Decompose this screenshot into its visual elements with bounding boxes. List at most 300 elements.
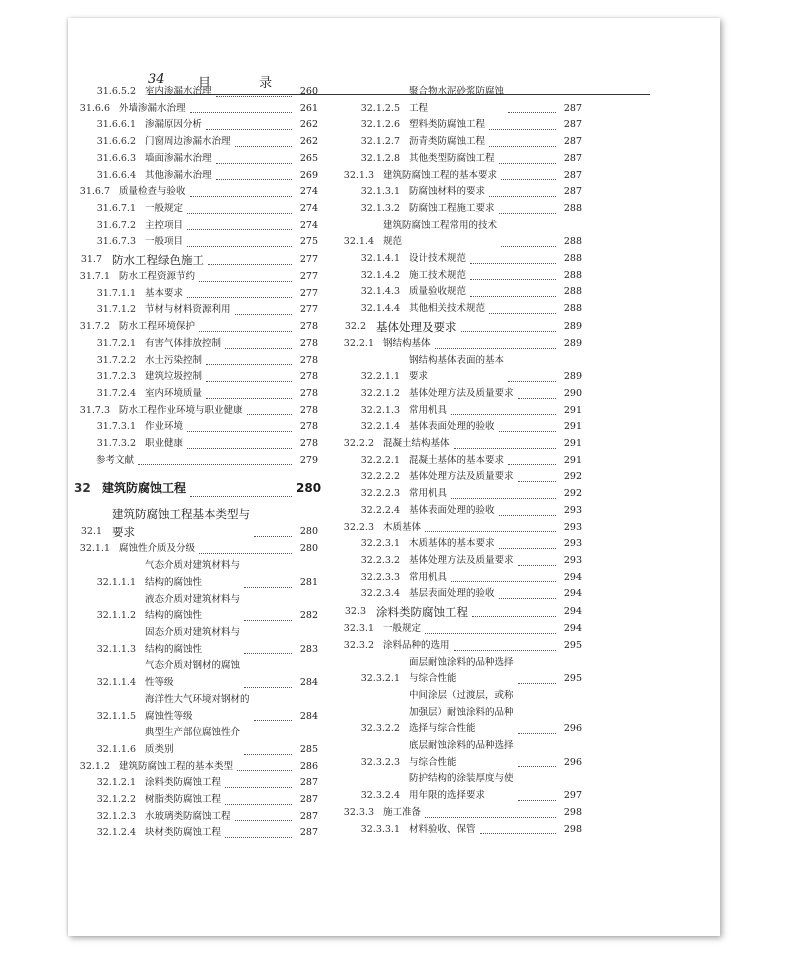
toc-entry [74,725,318,758]
leader-dots [254,536,292,537]
entry-title-line: 加强层）耐蚀涂料的品种 [409,706,514,718]
toc-entry [74,319,318,336]
toc-entry [74,369,318,386]
leader-dots [499,515,556,516]
entry-title [383,336,431,353]
page-ref: 294 [563,606,582,618]
leader-dots [499,598,556,599]
entry-title-line: 沥青类防腐蚀工程 [409,136,486,148]
entry-title-line: 建筑垃圾控制 [145,371,203,383]
entry-title [119,541,195,558]
entry-title-block [400,553,560,570]
entry-title [145,218,183,235]
entry-title [409,84,504,117]
toc-entry [74,386,318,403]
entry-title-block [400,284,560,301]
entry-title-line: 规范 [383,236,403,248]
section-number: 31.6.6.2 [96,136,136,148]
entry-title-line: 与综合性能 [409,673,457,685]
entry-title-line: 塑料类防腐蚀工程 [409,119,486,131]
page-ref: 298 [563,806,582,818]
entry-title [409,738,514,771]
leader-dots [501,179,556,180]
page-ref: 287 [563,186,582,198]
page-ref: 293 [563,504,582,516]
running-title: 目 录 [198,76,295,91]
entry-title [145,201,183,218]
entry-title-line: 防水工程绿色施工 [112,253,204,268]
entry-title-line: 施工准备 [383,806,422,818]
entry-title [383,638,450,655]
toc-entry [338,453,582,470]
entry-title-block [136,353,296,370]
entry-title [409,134,485,151]
entry-title-block [136,151,296,168]
entry-title-line: 防腐蚀材料的要求 [409,186,486,198]
entry-title [145,658,240,691]
entry-title-line: 木质基体 [383,521,422,533]
entry-title-line: 常用机具 [409,488,448,500]
entry-title [409,822,476,839]
toc-entry [74,201,318,218]
entry-title-line: 水土污染控制 [145,354,203,366]
leader-dots [518,398,556,399]
toc-entry [74,775,318,792]
leader-dots [225,348,292,349]
page-ref: 281 [299,576,318,588]
section-number: 32.1.2.1 [96,777,136,789]
page-ref: 294 [563,623,582,635]
entry-title [409,301,485,318]
leader-dots [470,263,556,264]
entry-title-line: 要求 [112,525,135,540]
section-number: 31.7.2.4 [96,387,136,399]
page-ref: 269 [299,169,318,181]
entry-title-block [136,792,296,809]
entry-title [383,621,421,638]
toc-entry [338,553,582,570]
leader-dots [206,129,292,130]
leader-dots [454,448,556,449]
page-ref: 287 [563,169,582,181]
section-number: 31.6.7.1 [96,202,136,214]
entry-title-block [400,301,560,318]
entry-title-block [374,638,560,655]
entry-title-block [400,453,560,470]
entry-title-line: 建筑防腐蚀工程基本类型与 [112,507,250,522]
section-number: 31.7.2 [79,321,110,333]
entry-title-line: 选择与综合性能 [409,723,476,735]
toc-entry [338,655,582,688]
toc-entry [74,403,318,420]
section-number: 32.1.4.2 [360,269,400,281]
entry-title-line: 职业健康 [145,438,184,450]
entry-title [409,403,447,420]
entry-title-block [110,269,296,286]
toc-entry [338,738,582,771]
section-number: 32.1.2 [79,760,110,772]
section-number: 32.1 [80,526,102,538]
entry-title-line: 防腐蚀工程施工要求 [409,202,495,214]
entry-title-line: 墙面渗漏水治理 [145,152,212,164]
entry-title-line: 防水工程资源节约 [119,271,196,283]
leader-dots [190,112,292,113]
entry-title-line: 典型生产部位腐蚀性介 [145,727,241,739]
leader-dots [216,163,292,164]
page-ref: 294 [563,571,582,583]
entry-title [409,353,504,386]
entry-title [145,692,250,725]
section-number: 32.2.3.4 [360,588,400,600]
toc-entry [74,184,318,201]
entry-title-line: 建筑防腐蚀工程常用的技术 [383,219,498,231]
toc-entry [74,475,322,501]
toc-entry [74,558,318,591]
entry-title-line: 门窗周边渗漏水治理 [145,136,231,148]
page-ref: 296 [563,756,582,768]
section-number: 31.7.2.1 [96,337,136,349]
toc-entry [74,692,318,725]
leader-dots [470,296,556,297]
entry-title-block [136,725,296,758]
page-ref: 278 [299,354,318,366]
page-ref: 288 [563,286,582,298]
entry-title [145,353,202,370]
entry-title-block [110,541,296,558]
section-number: 31.7.3.2 [96,438,136,450]
page-ref: 287 [299,777,318,789]
entry-title-line: 腐蚀性等级 [145,710,193,722]
section-number: 31.6.7 [79,186,110,198]
entry-title [383,218,497,251]
section-number: 32.2.1 [343,337,374,349]
entry-title-line: 要求 [409,371,429,383]
toc-entry [338,84,582,117]
entry-title-block [366,603,560,621]
entry-title [409,268,466,285]
entry-title-block [400,184,560,201]
page-ref: 298 [563,823,582,835]
section-number: 32.2.1.3 [360,404,400,416]
section-number: 32.1.1.1 [96,576,136,588]
toc-entry [74,658,318,691]
entry-title-line: 结构的腐蚀性 [145,576,203,588]
toc-entry [338,117,582,134]
entry-title-line: 钢结构基体 [383,337,431,349]
toc-left-column [74,84,322,842]
section-number: 31.6.7.3 [96,236,136,248]
entry-title-line: 固态介质对建筑材料与 [145,626,241,638]
entry-title-line: 外墙渗漏水治理 [119,102,186,114]
entry-title-line: 室内环境质量 [145,387,203,399]
section-number: 32.2.3.2 [360,554,400,566]
leader-dots [199,331,292,332]
entry-title-block [110,403,296,420]
page-ref: 291 [563,404,582,416]
toc-entry [74,436,318,453]
leader-dots [499,213,556,214]
page-ref: 291 [563,438,582,450]
toc-entry [338,353,582,386]
leader-dots [244,620,292,621]
entry-title-line: 渗漏原因分析 [145,119,203,131]
leader-dots [216,96,292,97]
leader-dots [187,229,292,230]
page-ref: 288 [563,269,582,281]
toc-entry [74,419,318,436]
entry-title-line: 一般项目 [145,236,184,248]
section-number: 32.1.1.5 [96,710,136,722]
toc-entry [74,336,318,353]
entry-title [145,592,240,625]
page-ref: 274 [299,219,318,231]
entry-title [409,251,466,268]
page-ref: 278 [299,404,318,416]
page-ref: 287 [563,119,582,131]
page-ref: 287 [563,136,582,148]
entry-title-block [136,234,296,251]
toc-entry [74,625,318,658]
leader-dots [508,464,556,465]
entry-title-line: 与综合性能 [409,756,457,768]
entry-title-line: 建筑防腐蚀工程 [102,481,187,496]
entry-title [119,759,233,776]
section-number: 32.1.3.1 [360,186,400,198]
section-number: 32.1.4.3 [360,286,400,298]
leader-dots [451,414,556,415]
leader-dots [425,633,556,634]
entry-title-line: 建筑防腐蚀工程的基本类型 [119,760,234,772]
leader-dots [451,498,556,499]
entry-title-block [136,625,296,658]
page-ref: 265 [299,152,318,164]
section-number: 32.2.2.2 [360,471,400,483]
entry-title-block [400,353,560,386]
entry-title-block [400,386,560,403]
entry-title-line: 水玻璃类防腐蚀工程 [145,810,231,822]
section-number: 32.2.2.1 [360,454,400,466]
entry-title-line: 结构的腐蚀性 [145,643,203,655]
entry-title [145,809,231,826]
entry-title-block [136,775,296,792]
leader-dots [235,820,292,821]
entry-title-line: 其他相关技术规范 [409,303,486,315]
page-ref: 275 [299,236,318,248]
leader-dots [199,553,292,554]
entry-title-line: 腐蚀性介质及分级 [119,543,196,555]
page-ref: 289 [563,371,582,383]
entry-title [145,234,183,251]
entry-title-block [374,520,560,537]
entry-title [409,536,495,553]
section-number: 31.6.6.1 [96,119,136,131]
page-ref: 295 [563,673,582,685]
toc-entry [74,134,318,151]
entry-title [119,403,243,420]
entry-title-block [96,453,296,470]
entry-title-block [366,318,560,336]
section-number: 32.1.1 [79,543,110,555]
entry-title-line: 钢结构基体表面的基本 [409,354,505,366]
toc-entry [74,168,318,185]
entry-title [409,570,447,587]
entry-title-block [400,151,560,168]
entry-title-block [136,302,296,319]
entry-title-block [136,436,296,453]
toc-entry [338,586,582,603]
entry-title [119,269,195,286]
entry-title-line: 基体处理及要求 [376,319,457,334]
entry-title-line: 性等级 [145,677,174,689]
entry-title [376,318,457,336]
leader-dots [518,733,556,734]
page-ref: 283 [299,643,318,655]
page-ref: 293 [563,521,582,533]
leader-dots [225,804,292,805]
entry-title [145,825,221,842]
leader-dots [499,548,556,549]
section-number: 32.3.1 [343,623,374,635]
page-number: 34 [148,72,165,87]
section-number: 32.1.1.2 [96,610,136,622]
toc-entry [338,469,582,486]
entry-title-line: 基体处理方法及质量要求 [409,554,514,566]
entry-title-block [136,825,296,842]
page-ref: 278 [299,438,318,450]
leader-dots [187,431,292,432]
section-number: 32.3 [344,606,366,618]
page-ref: 277 [299,254,318,266]
entry-title-block [400,251,560,268]
section-number: 32.1.2.2 [96,794,136,806]
section-number: 32.2.3 [343,521,374,533]
toc-entry [338,134,582,151]
entry-title-block [136,336,296,353]
leader-dots [489,146,556,147]
entry-title-block [102,505,296,541]
toc-entry [74,151,318,168]
leader-dots [187,246,292,247]
section-number: 32.1.2.7 [360,136,400,148]
leader-dots [247,414,292,415]
leader-dots [138,464,292,465]
section-number: 32.3.2 [343,639,374,651]
entry-title-line: 面层耐蚀涂料的品种选择 [409,656,514,668]
toc-right-column [338,84,582,838]
entry-title [409,184,485,201]
leader-dots [206,398,292,399]
section-number: 32.1.2.6 [360,119,400,131]
section-number: 32.1.4.4 [360,303,400,315]
page-ref: 280 [299,526,318,538]
page-ref: 288 [563,202,582,214]
entry-title-block [400,84,560,117]
section-number: 32.1.2.8 [360,152,400,164]
leader-dots [451,581,556,582]
entry-title-line: 其他渗漏水治理 [145,169,212,181]
entry-title-block [400,419,560,436]
entry-title [383,520,421,537]
section-number: 31.7.2.3 [96,371,136,383]
page-ref: 286 [299,760,318,772]
toc-entry [338,268,582,285]
section-number: 32.3.3 [343,806,374,818]
entry-title [145,419,183,436]
page-ref: 280 [299,543,318,555]
page-ref: 284 [299,710,318,722]
leader-dots [518,481,556,482]
section-number: 32.2.1.2 [360,387,400,399]
entry-title-line: 作业环境 [145,421,184,433]
page-ref: 260 [299,86,318,97]
leader-dots [480,833,556,834]
toc-entry [338,218,582,251]
entry-title-block [136,168,296,185]
toc-entry [338,386,582,403]
entry-title-block [374,621,560,638]
page-ref: 284 [299,677,318,689]
leader-dots [518,800,556,801]
entry-title-line: 树脂类防腐蚀工程 [145,794,222,806]
leader-dots [518,683,556,684]
entry-title-block [374,168,560,185]
entry-title-line: 底层耐蚀涂料的品种选择 [409,740,514,752]
entry-title [409,553,514,570]
entry-title-block [400,134,560,151]
entry-title-block [400,486,560,503]
entry-title-block [136,419,296,436]
toc-entry [338,771,582,804]
page-ref: 288 [563,303,582,315]
page-ref: 282 [299,610,318,622]
section-number: 32.3.3.1 [360,823,400,835]
toc-entry [338,168,582,185]
toc-entry [338,184,582,201]
section-number: 32.1.3.2 [360,202,400,214]
entry-title-line: 防水工程作业环境与职业健康 [119,404,243,416]
page-ref: 278 [299,321,318,333]
leader-dots [518,565,556,566]
section-number: 32.1.3 [343,169,374,181]
entry-title [145,168,212,185]
leader-dots [225,787,292,788]
entry-title-line: 木质基体的基本要求 [409,538,495,550]
leader-dots [244,754,292,755]
page-ref: 274 [299,186,318,198]
leader-dots [425,531,556,532]
toc-entry [74,453,318,470]
leader-dots [472,616,556,617]
entry-title-line: 节材与材料资源利用 [145,304,231,316]
toc-entry [338,520,582,537]
toc-entry [74,302,318,319]
section-number: 32.2.2.4 [360,504,400,516]
entry-title-block [110,759,296,776]
entry-title-line: 其他类型防腐蚀工程 [409,152,495,164]
section-number: 31.6.6.4 [96,169,136,181]
section-number: 31.7.3.1 [96,421,136,433]
entry-title [145,286,183,303]
entry-title [145,369,202,386]
section-number: 32.1.2.3 [96,810,136,822]
leader-dots [190,496,292,497]
leader-dots [470,279,556,280]
leader-dots [187,448,292,449]
entry-title [376,603,468,621]
entry-title [145,151,212,168]
toc-entry [338,318,582,336]
toc-entry [338,336,582,353]
